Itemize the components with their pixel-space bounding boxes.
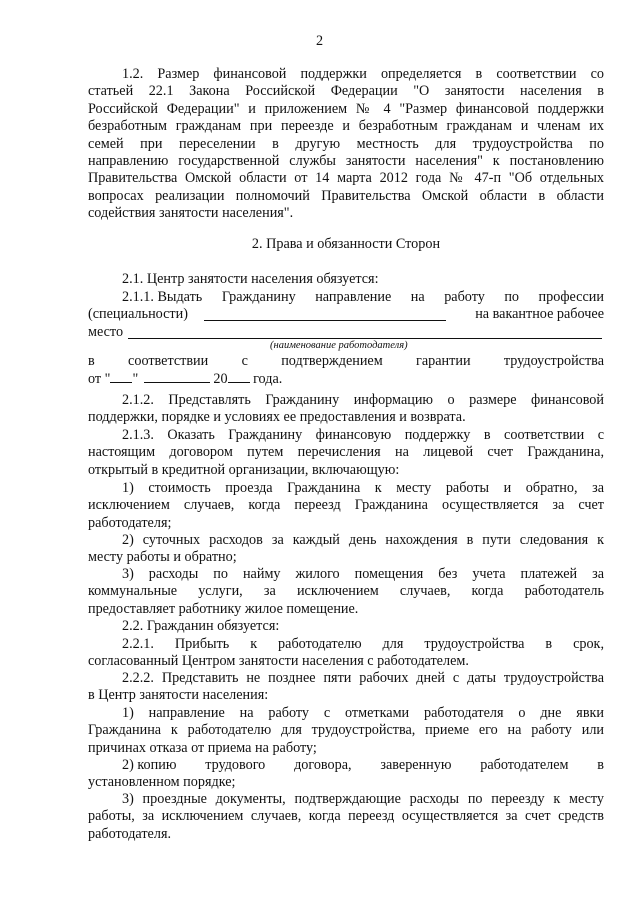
text-line: 2.1. Центр занятости населения обязуется: xyxy=(122,271,379,287)
word: с xyxy=(241,353,248,369)
text-line: 1) направление на работу с отметками работодателя о дне явки xyxy=(122,705,604,721)
text-line: работы, за исключением случаев, когда переезд осуществляется за счет средств xyxy=(88,808,604,825)
employer-line xyxy=(88,324,604,341)
text-line: семей при переселении в другую местность для трудоустройства по xyxy=(88,135,604,152)
word: работу xyxy=(444,289,485,305)
paragraph-2-2 xyxy=(88,618,604,635)
vacant-place-label: на вакантное рабочее xyxy=(475,306,604,323)
word: трудового xyxy=(205,757,266,773)
text-line: 2.2.2. Представить не позднее пяти рабочих дней с даты трудоустройства xyxy=(122,670,604,686)
text-line xyxy=(88,757,604,774)
day-blank xyxy=(110,370,132,383)
text-line xyxy=(88,353,604,370)
text-line: 3) проездные документы, подтверждающие расходы по переезду к месту xyxy=(122,791,604,807)
date-suffix: года. xyxy=(253,371,283,388)
text-line: причинах отказа от приема на работу; xyxy=(88,739,317,756)
year-prefix: 20 xyxy=(213,371,228,388)
text-line: настоящим договором путем перечисления на лицевой счет Гражданина, xyxy=(88,444,604,461)
paragraph-2-1-1 xyxy=(88,289,604,341)
list-item xyxy=(88,566,604,618)
text-line: 1) стоимость проезда Гражданина к месту работы и обратно, за xyxy=(122,480,604,496)
text-line: статьей 22.1 Закона Российской Федерации "О занятости населения в xyxy=(88,83,604,100)
text-line xyxy=(88,289,604,306)
year-blank xyxy=(228,370,250,383)
word: в xyxy=(597,757,604,773)
text-line: 2.2.1. Прибыть к работодателю для трудоустройства в срок, xyxy=(122,636,604,652)
word: направление xyxy=(315,289,392,305)
text-line: предоставляет работнику жилое помещение. xyxy=(88,600,359,617)
text-line: направлению государственной службы занятости населения" к постановлению xyxy=(88,153,604,170)
text-line: вопросах реализации полномочий Правительства Омской области в области xyxy=(88,187,604,204)
word: на xyxy=(410,289,425,305)
word: 2) копию xyxy=(122,757,177,773)
word: профессии xyxy=(538,289,604,305)
date-line xyxy=(88,370,604,388)
word: работодателем xyxy=(480,757,569,773)
word: в xyxy=(88,353,95,369)
word: гарантии xyxy=(416,353,471,369)
word: трудоустройства xyxy=(503,353,604,369)
list-item xyxy=(88,705,604,757)
specialty-label: (специальности) xyxy=(88,306,188,323)
text-line: исключением случаев, когда переезд Гражданина осуществляется за счет xyxy=(88,497,604,514)
employer-caption: (наименование работодателя) xyxy=(270,340,408,351)
text-line: 2.1.3. Оказать Гражданину финансовую поддержку в соответствии с xyxy=(122,427,604,443)
paragraph-1-2 xyxy=(88,66,604,223)
text-line: в Центр занятости населения: xyxy=(88,687,269,704)
paragraph-2-2-1 xyxy=(88,636,604,671)
text-line: Гражданина к работодателю для трудоустройства, приеме его на работу или xyxy=(88,722,604,739)
text-line: 2.1.2. Представлять Гражданину информацию о размере финансовой xyxy=(122,392,604,408)
text-line: 2) суточных расходов за каждый день нахождения в пути следования к xyxy=(122,532,604,548)
text-line: Правительства Омской области от 14 марта 2012 года № 47-п "Об отдельных xyxy=(88,170,604,187)
paragraph-2-1-1-cont xyxy=(88,353,604,389)
employer-blank xyxy=(128,326,602,339)
word: соответствии xyxy=(128,353,209,369)
paragraph-2-1-2 xyxy=(88,392,604,427)
word: подтверждением xyxy=(281,353,383,369)
text-line: коммунальные услуги, за исключением случаев, когда работодатель xyxy=(88,583,604,600)
text-line: работодателя; xyxy=(88,514,172,531)
list-item xyxy=(88,532,604,567)
text-line: работодателя. xyxy=(88,825,172,842)
text-line: 1.2. Размер финансовой поддержки определяется в соответствии со xyxy=(122,66,604,82)
text-line: месту работы и обратно; xyxy=(88,549,237,566)
text-line: поддержки, порядке и условиях ее предоставления и возврата. xyxy=(88,409,466,426)
page-number: 2 xyxy=(315,33,324,49)
word: Гражданину xyxy=(221,289,296,305)
text-line: 3) расходы по найму жилого помещения без учета платежей за xyxy=(122,566,604,582)
month-blank xyxy=(144,370,210,383)
place-label: место xyxy=(88,323,124,340)
paragraph-2-1 xyxy=(88,271,604,288)
specialty-line xyxy=(88,306,604,323)
date-quote: " xyxy=(132,371,139,388)
word: заверенную xyxy=(380,757,452,773)
text-line: установленном порядке; xyxy=(88,774,236,791)
word: договора, xyxy=(294,757,352,773)
text-line: согласованный Центром занятости населения с работодателем. xyxy=(88,653,469,670)
text-line: Российской Федерации" и приложением № 4 "Размер финансовой поддержки xyxy=(88,100,604,117)
text-line: безработным гражданам при переезде и безработным гражданам и членам их xyxy=(88,118,604,135)
list-item xyxy=(88,791,604,843)
word: 2.1.1. Выдать xyxy=(122,289,203,305)
date-prefix: от " xyxy=(88,371,111,388)
paragraph-2-1-3 xyxy=(88,427,604,479)
specialty-blank xyxy=(204,308,446,321)
text-line: 2.2. Гражданин обязуется: xyxy=(122,618,280,634)
word: по xyxy=(504,289,520,305)
text-line: открытый в кредитной организации, включающую: xyxy=(88,461,400,478)
text-line: содействия занятости населения". xyxy=(88,205,294,222)
list-item xyxy=(88,480,604,532)
section-2-title: 2. Права и обязанности Сторон xyxy=(251,236,441,252)
paragraph-2-2-2 xyxy=(88,670,604,705)
list-item xyxy=(88,757,604,792)
